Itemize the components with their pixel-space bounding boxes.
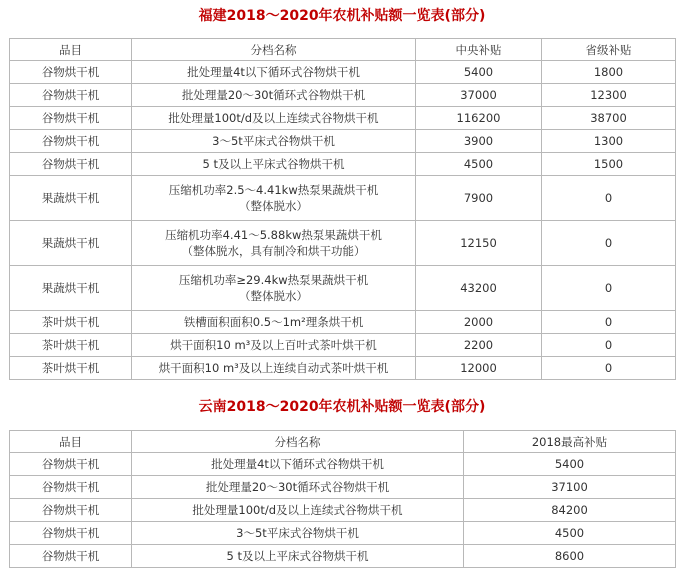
- cell-name-line: 5 t及以上平床式谷物烘干机: [202, 157, 345, 171]
- cell-provincial: 1800: [542, 61, 676, 84]
- cell-name: [132, 221, 416, 266]
- cell-item: 果蔬烘干机: [10, 266, 132, 311]
- table-row: [10, 84, 676, 107]
- cell-name-line: （整体脱水）: [239, 289, 308, 303]
- cell-name: 5 t及以上平床式谷物烘干机: [132, 545, 464, 568]
- table1-title: 福建2018～2020年农机补贴额一览表(部分): [198, 8, 486, 24]
- cell-item: 谷物烘干机: [10, 61, 132, 84]
- cell-item: 茶叶烘干机: [10, 334, 132, 357]
- cell-provincial: 1300: [542, 130, 676, 153]
- cell-item: 茶叶烘干机: [10, 357, 132, 380]
- table-row: [10, 61, 676, 84]
- cell-name: [132, 84, 416, 107]
- cell-name: 批处理量20～30t循环式谷物烘干机: [132, 476, 464, 499]
- cell-central: 116200: [416, 107, 542, 130]
- cell-name-line: 铁槽面积面积0.5～1m²理条烘干机: [183, 315, 364, 329]
- cell-name-line: 压缩机功率≥29.4kw热泵果蔬烘干机: [178, 273, 369, 287]
- cell-name: [132, 153, 416, 176]
- table-row: [10, 130, 676, 153]
- cell-provincial: 0: [542, 176, 676, 221]
- header-name: 分档名称: [132, 39, 416, 61]
- cell-item: 果蔬烘干机: [10, 176, 132, 221]
- table-row: [10, 499, 676, 522]
- table-row: [10, 357, 676, 380]
- header-name: 分档名称: [132, 431, 464, 453]
- cell-provincial: 0: [542, 221, 676, 266]
- cell-name-line: 压缩机功率4.41～5.88kw热泵果蔬烘干机: [165, 228, 382, 242]
- table-row: [10, 266, 676, 311]
- fujian-subsidy-table: [9, 38, 676, 380]
- table-row: [10, 453, 676, 476]
- header-provincial: 省级补贴: [542, 39, 676, 61]
- header-item: 品目: [10, 39, 132, 61]
- cell-name: [132, 266, 416, 311]
- cell-item: 谷物烘干机: [10, 453, 132, 476]
- cell-provincial: 0: [542, 334, 676, 357]
- cell-name-line: 烘干面积10 m³及以上百叶式茶叶烘干机: [170, 338, 377, 352]
- table-row: [10, 476, 676, 499]
- header-max: 2018最高补贴: [464, 431, 676, 453]
- cell-provincial: 0: [542, 311, 676, 334]
- table2-title: 云南2018～2020年农机补贴额一览表(部分): [198, 399, 486, 415]
- cell-provincial: 38700: [542, 107, 676, 130]
- cell-name: 3～5t平床式谷物烘干机: [132, 522, 464, 545]
- cell-name-line: 批处理量4t以下循环式谷物烘干机: [187, 65, 360, 79]
- cell-name: [132, 311, 416, 334]
- cell-name: 批处理量100t/d及以上连续式谷物烘干机: [132, 499, 464, 522]
- cell-max: 5400: [464, 453, 676, 476]
- cell-provincial: 0: [542, 357, 676, 380]
- yunnan-subsidy-table: [9, 430, 676, 568]
- cell-name-line: 批处理量20～30t循环式谷物烘干机: [181, 88, 366, 102]
- cell-central: 7900: [416, 176, 542, 221]
- cell-central: 2000: [416, 311, 542, 334]
- cell-item: 谷物烘干机: [10, 107, 132, 130]
- cell-provincial: 1500: [542, 153, 676, 176]
- cell-name: [132, 130, 416, 153]
- table-row: [10, 221, 676, 266]
- table-row: [10, 311, 676, 334]
- header-central: 中央补贴: [416, 39, 542, 61]
- cell-item: 果蔬烘干机: [10, 221, 132, 266]
- cell-name: 批处理量4t以下循环式谷物烘干机: [132, 453, 464, 476]
- cell-max: 84200: [464, 499, 676, 522]
- cell-central: 5400: [416, 61, 542, 84]
- cell-max: 4500: [464, 522, 676, 545]
- cell-name: [132, 107, 416, 130]
- cell-name: [132, 61, 416, 84]
- cell-central: 2200: [416, 334, 542, 357]
- cell-provincial: 0: [542, 266, 676, 311]
- cell-name-line: 批处理量100t/d及以上连续式谷物烘干机: [168, 111, 379, 125]
- table-header-row: [10, 39, 676, 61]
- table-row: [10, 153, 676, 176]
- cell-central: 37000: [416, 84, 542, 107]
- table-row: [10, 522, 676, 545]
- cell-provincial: 12300: [542, 84, 676, 107]
- cell-name: [132, 357, 416, 380]
- header-item: 品目: [10, 431, 132, 453]
- table-header-row: [10, 431, 676, 453]
- cell-central: 12150: [416, 221, 542, 266]
- cell-central: 43200: [416, 266, 542, 311]
- cell-name: [132, 176, 416, 221]
- table-row: [10, 176, 676, 221]
- cell-name-line: 烘干面积10 m³及以上连续自动式茶叶烘干机: [158, 361, 389, 375]
- cell-central: 4500: [416, 153, 542, 176]
- table-row: [10, 545, 676, 568]
- cell-item: 谷物烘干机: [10, 130, 132, 153]
- cell-name-line: （整体脱水，具有制冷和烘干功能）: [181, 244, 366, 258]
- cell-max: 8600: [464, 545, 676, 568]
- cell-name-line: 压缩机功率2.5～4.41kw热泵果蔬烘干机: [168, 183, 379, 197]
- cell-name-line: （整体脱水）: [239, 199, 308, 213]
- cell-item: 谷物烘干机: [10, 545, 132, 568]
- cell-central: 3900: [416, 130, 542, 153]
- cell-item: 谷物烘干机: [10, 522, 132, 545]
- cell-central: 12000: [416, 357, 542, 380]
- cell-item: 茶叶烘干机: [10, 311, 132, 334]
- cell-item: 谷物烘干机: [10, 84, 132, 107]
- cell-name: [132, 334, 416, 357]
- cell-item: 谷物烘干机: [10, 499, 132, 522]
- cell-max: 37100: [464, 476, 676, 499]
- cell-item: 谷物烘干机: [10, 476, 132, 499]
- table-row: [10, 107, 676, 130]
- cell-name-line: 3～5t平床式谷物烘干机: [212, 134, 335, 148]
- cell-item: 谷物烘干机: [10, 153, 132, 176]
- table-row: [10, 334, 676, 357]
